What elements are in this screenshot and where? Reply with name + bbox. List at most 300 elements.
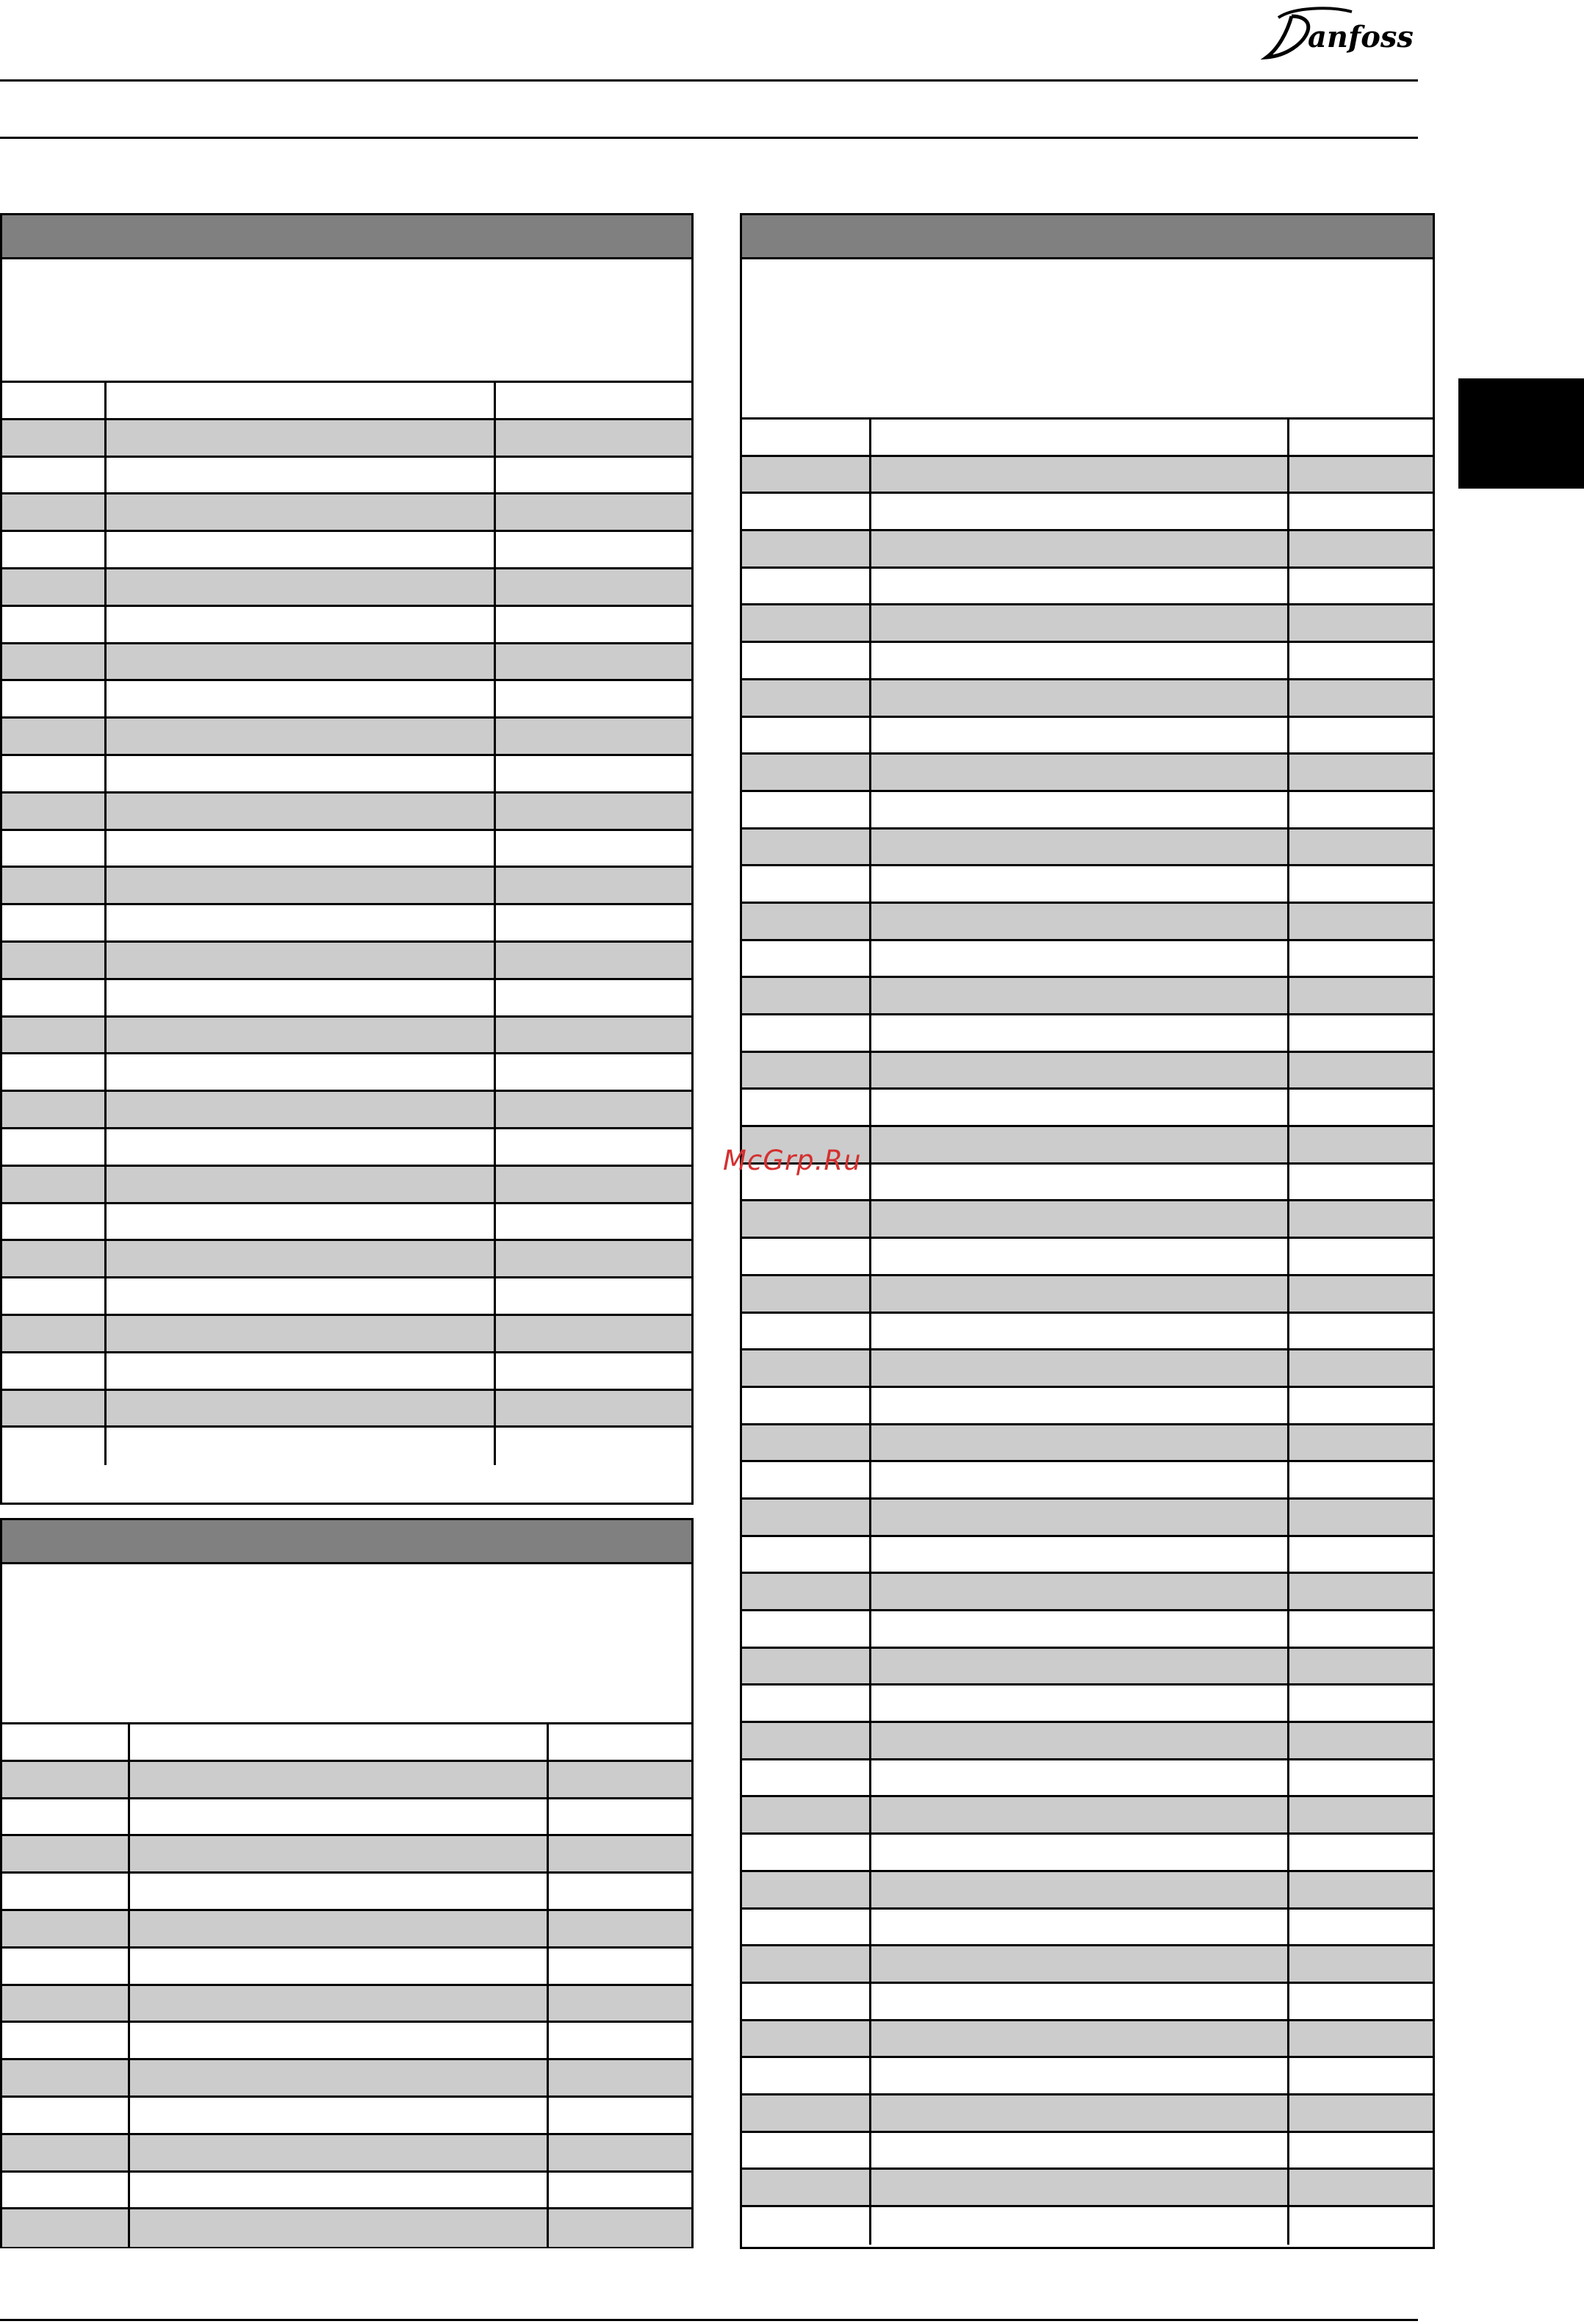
table-cell [871,2021,1289,2057]
table-cell [871,941,1289,976]
table-cell [1289,569,1433,604]
table-row [2,1836,691,1874]
table-row [2,1018,691,1055]
table-header [2,1520,691,1564]
table-cell [871,2058,1289,2093]
table-cell [130,2209,549,2247]
table-cell [742,904,871,939]
table-cell [496,1241,691,1276]
table-cell [107,1204,496,1240]
table-cell [107,383,496,418]
table-row [742,1425,1433,1463]
table-row [2,905,691,943]
table-cell [549,2209,691,2247]
table-cell [871,718,1289,753]
table-cell [1289,1090,1433,1125]
table-cell [130,1874,549,1909]
table-cell [1289,904,1433,939]
table-cell [871,792,1289,827]
table-cell [871,866,1289,902]
table-cell [107,719,496,754]
table-cell [549,2023,691,2058]
table-cell [2,905,107,940]
table-cell [871,1350,1289,1386]
table-cell [871,2095,1289,2131]
table-cell [2,2098,130,2133]
table-cell [2,943,107,978]
table-cell [496,569,691,605]
table-cell [871,1984,1289,2019]
table-row [742,1910,1433,1947]
table-cell [496,1129,691,1165]
table-cell [742,830,871,865]
table-row [2,494,691,532]
table-cell [496,719,691,754]
header-rule-top [0,79,1418,82]
table-cell [742,755,871,790]
table-cell [130,2173,549,2208]
table-cell [1289,1462,1433,1497]
table-cell [2,1874,130,1909]
table-cell [107,831,496,866]
table-cell [496,420,691,456]
table-row [2,1874,691,1911]
table-cell [2,1018,107,1053]
table-row [2,1278,691,1316]
table-cell [107,644,496,680]
table-cell [2,1054,107,1090]
parameter-table-left-top [0,213,694,1505]
header-rule-bottom [0,137,1418,139]
table-row [742,1500,1433,1537]
table-row [742,1835,1433,1872]
table-cell [742,1574,871,1609]
table-cell [2,681,107,716]
table-row [2,756,691,794]
table-cell [742,1350,871,1386]
table-cell [1289,2133,1433,2168]
table-row [742,1388,1433,1425]
table-cell [2,532,107,567]
table-row [742,718,1433,755]
table-row [2,569,691,607]
table-cell [871,1910,1289,1945]
table-cell [871,1015,1289,1051]
table-cell [742,1760,871,1796]
table-cell [871,643,1289,678]
table-cell [742,680,871,716]
table-cell [871,1201,1289,1237]
table-cell [1289,1723,1433,1758]
table-cell [2,1836,130,1871]
table-cell [130,1986,549,2021]
table-cell [742,1835,871,1870]
table-cell [549,1762,691,1797]
table-cell [2,1428,107,1465]
table-cell [1289,605,1433,641]
table-cell [1289,1165,1433,1200]
table-row [2,2098,691,2135]
table-row [2,831,691,868]
table-cell [871,1053,1289,1088]
table-cell [1289,941,1433,976]
table-cell [496,1167,691,1202]
table-row [742,1946,1433,1984]
table-cell [871,1872,1289,1907]
danfoss-logo [1249,3,1418,65]
table-cell [1289,531,1433,566]
table-cell [2,1092,107,1127]
table-cell [1289,1239,1433,1274]
table-cell [496,1278,691,1314]
table-cell [496,458,691,493]
table-row [2,1054,691,1092]
table-cell [1289,1388,1433,1423]
table-cell [2,1129,107,1165]
table-cell [742,941,871,976]
table-cell [2,494,107,530]
table-cell [871,1797,1289,1832]
table-cell [1289,1015,1433,1051]
table-row [742,2021,1433,2059]
watermark-text: McGrp.Ru [723,1145,862,1176]
table-row [742,420,1433,457]
table-cell [1289,457,1433,492]
table-cell [1289,1350,1433,1386]
table-row [2,1986,691,2023]
table-cell [871,1574,1289,1609]
table-cell [2,1762,130,1797]
table-cell [496,1092,691,1127]
table-cell [2,2173,130,2208]
table-cell [871,1462,1289,1497]
chapter-tab-marker [1458,378,1584,489]
table-cell [107,1018,496,1053]
table-cell [1289,1574,1433,1609]
table-cell [871,978,1289,1013]
table-row [742,1201,1433,1239]
table-row [2,2060,691,2098]
table-cell [742,2058,871,2093]
table-cell [742,2133,871,2168]
table-cell [871,1760,1289,1796]
table-cell [871,1649,1289,1684]
table-cell [742,2170,871,2205]
table-row [742,605,1433,643]
table-cell [1289,1611,1433,1647]
table-cell [1289,680,1433,716]
table-cell [871,1314,1289,1349]
table-cell [2,1167,107,1202]
table-cell [871,1090,1289,1125]
table-row [742,1984,1433,2021]
table-cell [742,1201,871,1237]
table-row [2,644,691,682]
table-row [2,2209,691,2247]
table-cell [2,2135,130,2170]
table-row [2,1204,691,1242]
table-row [742,1686,1433,1723]
table-cell [871,457,1289,492]
table-cell [107,458,496,493]
table-cell [1289,420,1433,455]
table-row [742,680,1433,718]
footer-rule [0,2319,1418,2321]
table-row [2,1799,691,1837]
table-cell [871,1165,1289,1200]
table-cell [742,1946,871,1982]
table-cell [1289,1760,1433,1796]
table-row [742,1872,1433,1910]
table-row [2,1316,691,1353]
table-cell [130,1949,549,1984]
table-cell [549,1874,691,1909]
table-row [2,1724,691,1762]
table-cell [107,1428,496,1465]
table-cell [742,1910,871,1945]
table-cell [107,1353,496,1389]
table-cell [496,868,691,903]
parameter-table-left-bottom [0,1518,694,2248]
table-cell [107,868,496,903]
table-cell [742,1276,871,1312]
table-cell [1289,1984,1433,2019]
table-cell [107,1278,496,1314]
table-cell [871,1239,1289,1274]
table-cell [871,2133,1289,2168]
table-cell [496,1018,691,1053]
table-cell [2,2209,130,2247]
table-cell [2,458,107,493]
table-cell [742,792,871,827]
table-description [742,259,1433,420]
table-cell [496,905,691,940]
table-cell [2,1799,130,1835]
table-row [742,2207,1433,2245]
table-cell [2,1724,130,1760]
table-row [742,1350,1433,1388]
table-cell [742,1314,871,1349]
table-cell [107,756,496,791]
table-cell [742,2021,871,2057]
table-row [742,1797,1433,1835]
table-cell [496,980,691,1015]
table-cell [107,1092,496,1127]
table-cell [871,605,1289,641]
table-cell [107,1129,496,1165]
table-cell [2,2060,130,2095]
table-row [742,1314,1433,1351]
table-cell [742,531,871,566]
table-header [2,215,691,259]
table-cell [1289,792,1433,827]
table-cell [1289,1686,1433,1721]
table-cell [496,1204,691,1240]
table-cell [1289,1276,1433,1312]
table-cell [742,1053,871,1088]
table-cell [1289,830,1433,865]
table-cell [871,755,1289,790]
table-cell [1289,718,1433,753]
table-row [2,1762,691,1799]
table-cell [130,1799,549,1835]
table-row [2,2173,691,2210]
table-cell [1289,1500,1433,1535]
table-cell [742,1462,871,1497]
table-cell [1289,643,1433,678]
table-cell [1289,1201,1433,1237]
table-cell [742,866,871,902]
table-cell [1289,1649,1433,1684]
table-cell [742,2207,871,2245]
table-row [742,1760,1433,1798]
table-cell [2,420,107,456]
table-cell [549,2060,691,2095]
table-row [742,755,1433,792]
table-cell [2,868,107,903]
table-cell [130,2098,549,2133]
table-cell [107,607,496,642]
table-cell [1289,1910,1433,1945]
table-cell [742,457,871,492]
table-cell [742,718,871,753]
table-cell [1289,1835,1433,1870]
table-row [2,1391,691,1428]
table-row [2,794,691,831]
table-cell [549,1724,691,1760]
table-row [742,941,1433,979]
table-cell [130,1836,549,1871]
table-cell [871,494,1289,529]
table-cell [2,1391,107,1426]
table-row [742,494,1433,531]
table-cell [742,494,871,529]
table-cell [1289,2207,1433,2245]
table-cell [1289,1127,1433,1162]
svg-text:anfoss: anfoss [1308,20,1414,54]
table-row [2,1167,691,1204]
table-cell [871,1611,1289,1647]
table-row [742,1649,1433,1686]
table-cell [549,1986,691,2021]
table-cell [871,830,1289,865]
table-cell [107,943,496,978]
table-cell [742,1537,871,1572]
table-cell [742,978,871,1013]
table-cell [1289,1872,1433,1907]
table-cell [742,1015,871,1051]
table-row [742,1239,1433,1276]
table-cell [742,1723,871,1758]
table-cell [2,569,107,605]
table-row [2,2023,691,2060]
table-cell [1289,1425,1433,1461]
table-cell [1289,2058,1433,2093]
table-cell [130,1762,549,1797]
table-cell [1289,2095,1433,2131]
table-cell [871,1500,1289,1535]
table-row [2,607,691,644]
table-row [2,681,691,719]
table-row [2,868,691,905]
table-cell [496,1316,691,1351]
table-cell [871,1723,1289,1758]
table-row [2,1949,691,1986]
table-cell [2,1911,130,1946]
table-cell [742,1611,871,1647]
table-row [2,1353,691,1391]
table-row [742,1015,1433,1053]
table-cell [496,607,691,642]
table-row [742,904,1433,941]
table-cell [742,643,871,678]
table-cell [871,1686,1289,1721]
table-cell [130,2135,549,2170]
table-cell [549,1799,691,1835]
table-row [742,792,1433,830]
table-cell [742,569,871,604]
table-cell [2,1204,107,1240]
table-description [2,1564,691,1724]
table-cell [871,904,1289,939]
table-cell [107,905,496,940]
table-row [2,383,691,420]
table-row [742,866,1433,904]
table-cell [1289,1537,1433,1572]
table-cell [2,1353,107,1389]
table-cell [742,1984,871,2019]
table-row [742,1053,1433,1090]
table-cell [742,1649,871,1684]
table-row [2,1241,691,1278]
table-cell [1289,755,1433,790]
table-row [742,1574,1433,1611]
table-cell [496,831,691,866]
table-row [2,719,691,756]
table-row [2,1092,691,1129]
table-cell [2,383,107,418]
table-cell [2,719,107,754]
table-cell [871,680,1289,716]
table-cell [2,1949,130,1984]
table-row [2,532,691,569]
table-cell [496,532,691,567]
table-cell [496,1353,691,1389]
table-cell [1289,2170,1433,2205]
table-cell [2,607,107,642]
table-cell [130,2023,549,2058]
table-cell [107,569,496,605]
table-row [742,830,1433,867]
table-cell [2,1986,130,2021]
table-cell [107,1167,496,1202]
table-cell [742,1797,871,1832]
table-cell [1289,2021,1433,2057]
table-cell [2,980,107,1015]
table-row [742,1462,1433,1500]
table-cell [107,980,496,1015]
table-cell [496,756,691,791]
table-cell [742,1239,871,1274]
parameter-table-right [740,213,1435,2249]
table-cell [2,756,107,791]
table-cell [742,1686,871,1721]
table-cell [742,1425,871,1461]
table-cell [549,1836,691,1871]
table-row [2,458,691,495]
table-cell [1289,1314,1433,1349]
table-row [742,1611,1433,1649]
